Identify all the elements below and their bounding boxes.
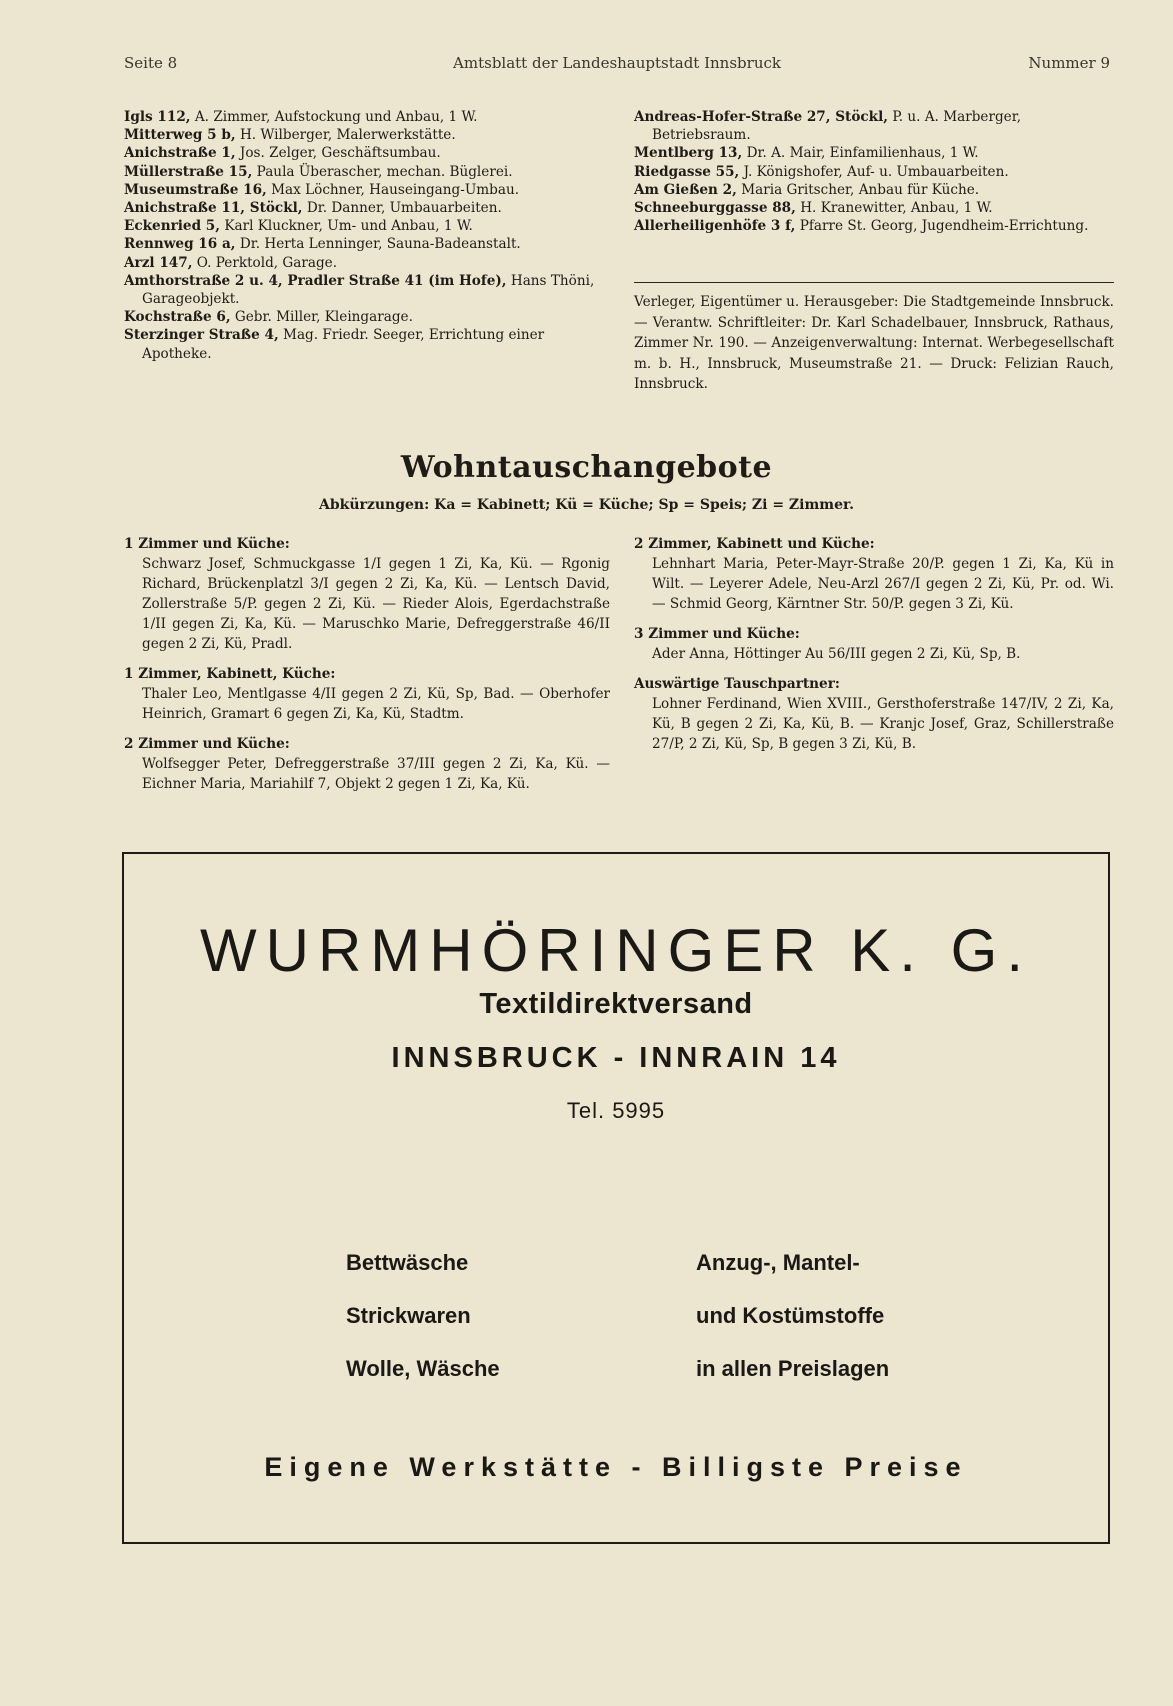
housing-group-heading: 3 Zimmer und Küche: (634, 626, 800, 642)
permit-entry: Kochstraße 6, Gebr. Miller, Kleingarage. (124, 309, 413, 326)
ad-products-left (346, 1236, 500, 1395)
housing-group-heading: 2 Zimmer und Küche: (124, 736, 290, 752)
ad-product-item: und Kostümstoffe (696, 1303, 885, 1328)
housing-group (634, 534, 1114, 614)
permit-entry: Anichstraße 1, Jos. Zelger, Geschäftsumbau. (124, 145, 441, 162)
advertisement-box (122, 852, 1110, 1544)
ad-product-item: Strickwaren (346, 1303, 471, 1328)
permit-entry: Mentlberg 13, Dr. A. Mair, Einfamilienhaus, 1 W. (634, 145, 979, 162)
housing-group-heading: 1 Zimmer und Küche: (124, 536, 290, 552)
housing-group (634, 624, 1114, 664)
permit-entry: Anichstraße 11, Stöckl, Dr. Danner, Umbauarbeiten. (124, 200, 502, 217)
permit-entry: Sterzinger Straße 4, Mag. Friedr. Seeger, Errichtung einer Apotheke. (124, 327, 545, 362)
publisher-divider (634, 282, 1114, 283)
housing-left-column (124, 534, 610, 804)
permit-entry: Rennweg 16 a, Dr. Herta Lenninger, Sauna-Badeanstalt. (124, 236, 521, 253)
permit-entry: Igls 112, A. Zimmer, Aufstockung und Anbau, 1 W. (124, 109, 478, 125)
ad-product-item: Wolle, Wäsche (346, 1356, 500, 1381)
ad-phone: Tel. 5995 (566, 1098, 666, 1123)
housing-group-heading: 2 Zimmer, Kabinett und Küche: (634, 536, 875, 552)
housing-group (124, 734, 610, 794)
publication-title: Amtsblatt der Landeshauptstadt Innsbruck (453, 54, 781, 72)
housing-group-heading: 1 Zimmer, Kabinett, Küche: (124, 666, 336, 682)
permits-left-column (124, 108, 609, 363)
ad-product-item: Bettwäsche (346, 1250, 469, 1275)
permit-entry: Eckenried 5, Karl Kluckner, Um- und Anbau, 1 W. (124, 218, 473, 235)
permit-entry: Museumstraße 16, Max Löchner, Hauseingang-Umbau. (124, 181, 520, 198)
page-number: Seite 8 (124, 54, 178, 72)
publisher-imprint: Verleger, Eigentümer u. Herausgeber: Die Stadtgemeinde Innsbruck. — Verantw. Schriftleiter: Dr. Karl Schadelbauer, Innsbruck, Rathaus, Zimmer Nr. 190. — Anzeigenverwaltung: Internat. Werbegesellschaft m. b. H., Innsbruck, Museumstraße 21. — Druck: Felizian Rauch, Innsbruck. (634, 294, 1114, 392)
housing-group-heading: Auswärtige Tauschpartner: (634, 676, 840, 692)
housing-group (124, 534, 610, 654)
permits-right-column (634, 108, 1114, 235)
permit-entry: Andreas-Hofer-Straße 27, Stöckl, P. u. A. Marberger, Betriebsraum. (634, 109, 1022, 144)
ad-company-name: WURMHÖRINGER K. G. (200, 917, 1032, 984)
housing-group (634, 674, 1114, 754)
permit-entry: Arzl 147, O. Perktold, Garage. (124, 254, 338, 271)
permit-entry: Amthorstraße 2 u. 4, Pradler Straße 41 (im Hofe), Hans Thöni, Garageobjekt. (124, 272, 595, 308)
permit-entry: Mitterweg 5 b, H. Wilberger, Malerwerkstätte. (124, 127, 456, 144)
housing-group-body: Wolfsegger Peter, Defreggerstraße 37/III gegen 2 Zi, Ka, Kü. — Eichner Maria, Mariahilf 7, Objekt 2 gegen 1 Zi, Ka, Kü. (142, 756, 610, 792)
ad-product-item: in allen Preislagen (696, 1356, 890, 1381)
housing-group-body: Schwarz Josef, Schmuckgasse 1/I gegen 1 Zi, Ka, Kü. — Rgonig Richard, Brückenplatzl 3/I gegen 2 Zi, Ka, Kü. — Lentsch David, Zollerstraße 5/P. gegen 2 Zi, Kü. — Rieder Alois, Egerdachstraße 1/II gegen Zi, Ka, Kü. — Maruschko Marie, Defreggerstraße 46/II gegen 2 Zi, Kü, Pradl. (142, 556, 610, 652)
housing-group-body: Thaler Leo, Mentlgasse 4/II gegen 2 Zi, Kü, Sp, Bad. — Oberhofer Heinrich, Gramart 6 gegen Zi, Ka, Kü, Stadtm. (142, 686, 610, 722)
issue-number: Nummer 9 (1028, 54, 1110, 72)
permit-entry: Schneeburggasse 88, H. Kranewitter, Anbau, 1 W. (634, 200, 993, 217)
housing-group-body: Ader Anna, Höttinger Au 56/III gegen 2 Zi, Kü, Sp, B. (652, 646, 1021, 662)
ad-tagline: Textildirektversand (479, 988, 753, 1020)
housing-group-body: Lohner Ferdinand, Wien XVIII., Gersthoferstraße 147/IV, 2 Zi, Ka, Kü, B gegen 2 Zi, Ka, Kü, B. — Kranjc Josef, Graz, Schillerstraße 27/P, 2 Zi, Kü, Sp, B gegen 3 Zi, Kü, B. (652, 696, 1114, 752)
permit-entry: Am Gießen 2, Maria Gritscher, Anbau für Küche. (634, 181, 980, 198)
ad-slogan: Eigene Werkstätte - Billigste Preise (264, 1452, 968, 1482)
housing-group-body: Lehnhart Maria, Peter-Mayr-Straße 20/P. gegen 1 Zi, Ka, Kü in Wilt. — Leyerer Adele, Neu-Arzl 267/I gegen 2 Zi, Kü, Pr. od. Wi. — Schmid Georg, Kärntner Str. 50/P. gegen 3 Zi, Kü. (652, 556, 1114, 612)
permit-entry: Allerheiligenhöfe 3 f, Pfarre St. Georg, Jugendheim-Errichtung. (634, 218, 1089, 235)
housing-group (124, 664, 610, 724)
ad-address: INNSBRUCK - INNRAIN 14 (391, 1042, 841, 1074)
abbreviations-legend: Abkürzungen: Ka = Kabinett; Kü = Küche; Sp = Speis; Zi = Zimmer. (319, 497, 854, 513)
permit-entry: Riedgasse 55, J. Königshofer, Auf- u. Umbauarbeiten. (634, 163, 1009, 180)
permit-entry: Müllerstraße 15, Paula Überascher, mechan. Büglerei. (124, 163, 513, 180)
ad-product-item: Anzug-, Mantel- (696, 1250, 860, 1275)
ad-products-right (696, 1236, 889, 1395)
housing-right-column (634, 534, 1114, 764)
housing-exchange-title: Wohntauschangebote (400, 450, 773, 485)
